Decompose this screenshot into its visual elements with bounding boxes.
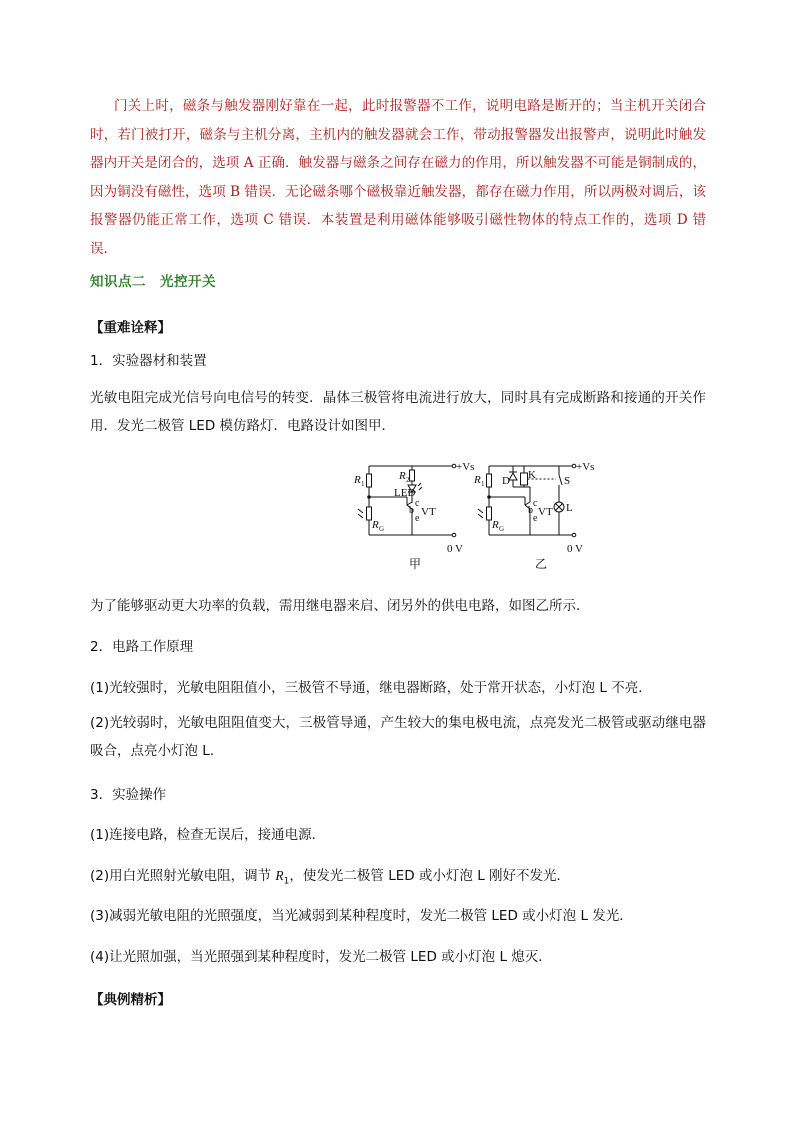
label-rg-b-sub: G bbox=[499, 525, 505, 533]
tag-example: 【典例精析】 bbox=[90, 992, 171, 1008]
s3-step-2-sub: 1 bbox=[283, 876, 290, 887]
label-r1-b: R bbox=[474, 474, 481, 486]
label-rg-a: R bbox=[372, 519, 379, 531]
label-b-b: b bbox=[528, 505, 533, 516]
label-r2: R bbox=[399, 470, 406, 482]
label-vt-a: VT bbox=[421, 506, 436, 518]
circuit-diagrams-svg bbox=[262, 455, 622, 573]
label-c-a: c bbox=[415, 498, 420, 509]
s2-point-2: (2)光较弱时，光敏电阻阻值变大，三极管导通，产生较大的集电极电流，点亮发光二极管或驱动继电器吸合，点亮小灯泡 L. bbox=[90, 715, 706, 759]
s3-step-4: (4)让光照加强，当光照强到某种程度时，发光二极管 LED 或小灯泡 L 熄灭． bbox=[90, 949, 552, 965]
s3-step-2-pre: (2)用白光照射光敏电阻，调节 bbox=[90, 868, 276, 884]
answer-paragraph: 门关上时，磁条与触发器刚好靠在一起，此时报警器不工作，说明电路是断开的；当主机开关闭合时，若门被打开，磁条与主机分离，主机内的触发器就会工作，带动报警器发出报警声，说明此时触发器内开关是闭合的，选项 A 正确．触发器与磁条之间存在磁力的作用，所以触发器不可能是铜制成的，因为铜没有磁性，选项 B 错误．无论磁条哪个磁极靠近触发器，都存在磁力作用，所以两极对调后，该报警器仍能正常工作，选项 C 错误．本装置是利用磁体能够吸引磁性物体的特点工作的，选项 D 错误． bbox=[90, 98, 706, 257]
caption-jia: 甲 bbox=[409, 557, 422, 571]
label-vs-b: +Vs bbox=[576, 461, 595, 473]
label-vt-b: VT bbox=[538, 506, 553, 518]
label-r1-b-sub: 1 bbox=[481, 480, 485, 488]
label-r1-a-sub: 1 bbox=[361, 480, 365, 488]
tag-explain: 【重难诠释】 bbox=[90, 320, 171, 336]
s1-title: 1．实验器材和装置 bbox=[90, 353, 207, 369]
label-r1-a: R bbox=[354, 474, 361, 486]
label-rg-b: R bbox=[492, 519, 499, 531]
s3-step-3: (3)减弱光敏电阻的光照强度，当光减弱到某种程度时，发光二极管 LED 或小灯泡 L 发光． bbox=[90, 908, 633, 924]
s3-step-2-post: ，使发光二极管 LED 或小灯泡 L 刚好不发光． bbox=[289, 868, 571, 884]
s3-title: 3．实验操作 bbox=[90, 787, 167, 803]
s2-point-1: (1)光较强时，光敏电阻阻值小，三极管不导通，继电器断路，处于常开状态，小灯泡 L 不亮． bbox=[90, 680, 652, 696]
label-b-a: b bbox=[409, 505, 414, 516]
s3-step-2 bbox=[90, 864, 570, 887]
label-k: K bbox=[528, 469, 536, 481]
label-c-b: c bbox=[533, 498, 538, 509]
label-0v-a: 0 V bbox=[447, 543, 463, 555]
s3-step-2-r: R bbox=[275, 868, 284, 883]
relay-text: 为了能够驱动更大功率的负载，需用继电器来启、闭另外的供电电路，如图乙所示． bbox=[90, 598, 590, 614]
label-e-b: e bbox=[533, 513, 538, 524]
label-led: LED bbox=[394, 487, 416, 499]
s3-step-1: (1)连接电路，检查无误后，接通电源． bbox=[90, 827, 326, 843]
label-vs-a: +Vs bbox=[456, 461, 475, 473]
caption-yi: 乙 bbox=[535, 557, 548, 571]
label-d: D bbox=[502, 475, 510, 487]
label-e-a: e bbox=[415, 513, 420, 524]
section-heading: 知识点二 光控开关 bbox=[90, 274, 216, 290]
s2-title: 2．电路工作原理 bbox=[90, 639, 194, 655]
label-l: L bbox=[566, 502, 573, 514]
label-0v-b: 0 V bbox=[567, 543, 583, 555]
document-page bbox=[90, 0, 706, 1123]
label-r2-sub: 2 bbox=[406, 476, 410, 484]
label-rg-a-sub: G bbox=[379, 525, 385, 533]
circuit-figure bbox=[262, 455, 622, 577]
s1-body: 光敏电阻完成光信号向电信号的转变．晶体三极管将电流进行放大，同时具有完成断路和接通的开关作用．发光二极管 LED 模仿路灯．电路设计如图甲． bbox=[90, 390, 706, 434]
label-s: S bbox=[564, 475, 571, 487]
